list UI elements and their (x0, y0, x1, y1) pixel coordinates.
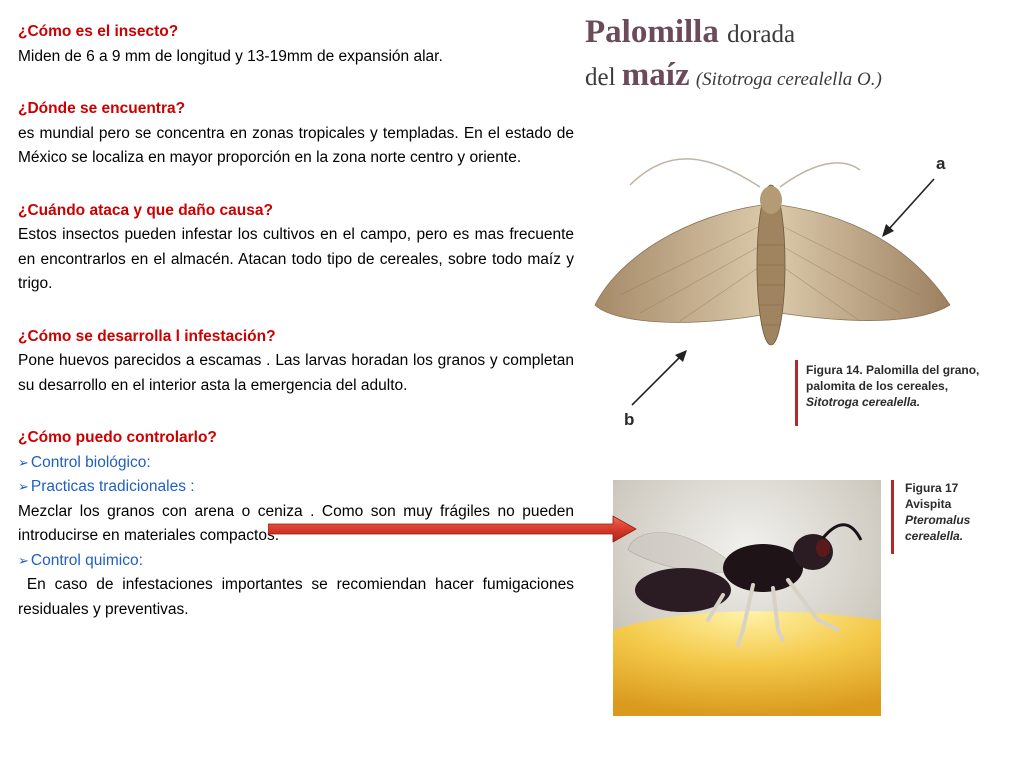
title-word-maiz: maíz (621, 57, 690, 93)
bullet-chemical-control (18, 549, 574, 574)
answer-damage: Estos insectos pueden infestar los cultivos en el campo, pero es mas frecuente en encontrarlos en el almacén. Atacan todo tipo de cereales, sobre todo maíz y trigo. (18, 226, 574, 292)
wasp-caption-line2: Pteromalus (905, 513, 971, 527)
answer-location: es mundial pero se concentra en zonas tropicales y templadas. En el estado de México se localiza en mayor proporción en la zona norte centro y oriente. (18, 124, 574, 166)
moth-caption-line1: Figura 14. Palomilla del grano, (806, 363, 980, 377)
moth-label-a: a (936, 154, 946, 173)
moth-right-wing (780, 205, 950, 321)
wasp-caption (905, 480, 1005, 544)
moth-caption (806, 362, 986, 410)
answer-development: Pone huevos parecidos a escamas . Las larvas horadan los granos y completan su desarrollo en el interior asta la emergencia del adulto. (18, 352, 574, 394)
bullet-biological-control (18, 451, 574, 476)
bullet-chemical-label: Control quimico: (30, 551, 143, 569)
arrow-bullet-icon: ➢ (18, 479, 29, 494)
moth-caption-line3: Sitotroga cerealella. (806, 395, 921, 409)
answer-insect: Miden de 6 a 9 mm de longitud y 13-19mm de expansión alar. (18, 47, 443, 65)
arrow-bullet-icon: ➢ (18, 454, 29, 470)
question-damage: ¿Cuándo ataca y que daño causa? (18, 201, 273, 219)
pointer-arrow-icon (268, 514, 638, 544)
moth-label-b: b (624, 410, 635, 429)
moth-caption-line2: palomita de los cereales, (806, 379, 949, 393)
title-word-palomilla: Palomilla (585, 14, 719, 50)
question-development: ¿Cómo se desarrolla l infestación? (18, 327, 276, 345)
title-word-dorada: dorada (727, 21, 796, 48)
wasp-photo (613, 480, 881, 716)
wasp-caption-divider (891, 480, 894, 554)
arrow-bullet-icon: ➢ (18, 552, 29, 568)
title-scientific-name: (Sitotroga cerealella O.) (695, 69, 882, 90)
bullet-traditional-practices (18, 475, 574, 500)
moth-left-wing (595, 205, 762, 322)
answer-traditional: Mezclar los granos con arena o ceniza . Como son muy frágiles no pueden introducirse en materiales compactos. (18, 502, 574, 544)
moth-caption-divider (795, 360, 798, 426)
question-control: ¿Cómo puedo controlarlo? (18, 429, 217, 446)
title-word-del: del (585, 64, 616, 91)
wasp-caption-line1: Figura 17 Avispita (905, 481, 959, 511)
question-insect: ¿Cómo es el insecto? (18, 23, 179, 40)
answer-chemical: En caso de infestaciones importantes se recomiendan hacer fumigaciones residuales y preventivas. (18, 576, 579, 618)
wasp-caption-line3: cerealella. (905, 529, 964, 543)
bullet-traditional-label: Practicas tradicionales : (30, 478, 195, 495)
bullet-biological-label: Control biológico: (30, 453, 151, 471)
question-location: ¿Dónde se encuentra? (18, 100, 186, 117)
slide-title (585, 10, 1005, 98)
